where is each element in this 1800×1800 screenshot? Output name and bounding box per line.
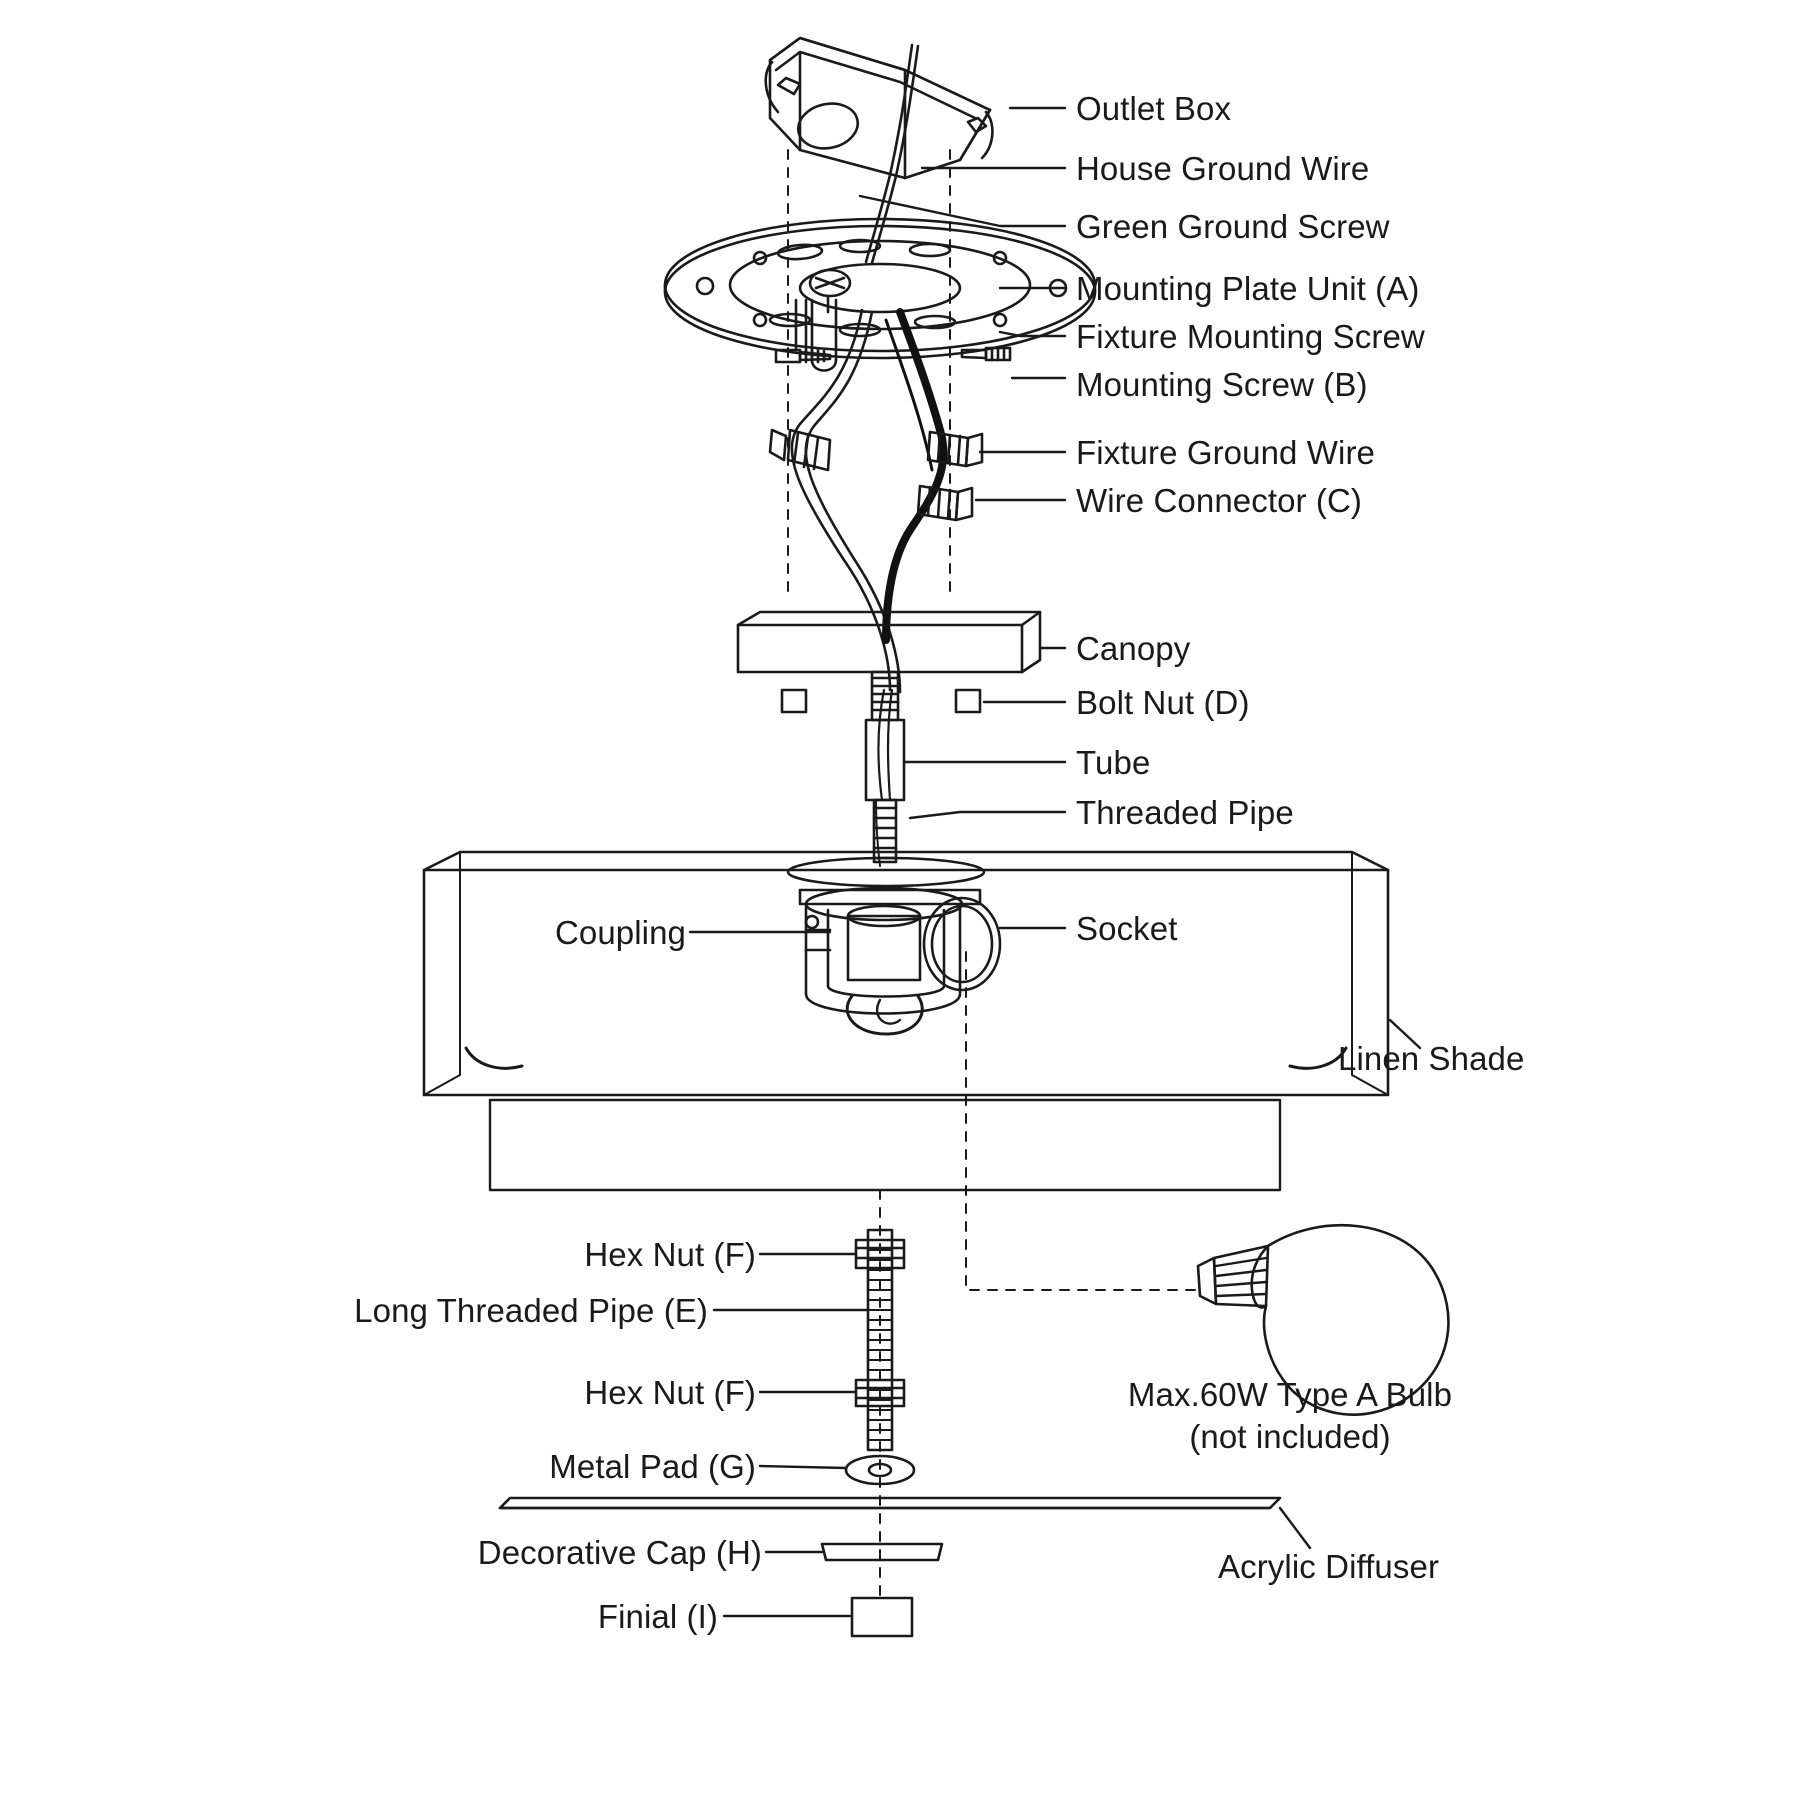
label-bolt-nut-d: Bolt Nut (D) — [1076, 684, 1250, 721]
wire-connector-right-shape — [928, 432, 982, 466]
label-outlet-box: Outlet Box — [1076, 90, 1232, 127]
label-house-ground-wire: House Ground Wire — [1076, 150, 1370, 187]
label-mounting-plate-unit: Mounting Plate Unit (A) — [1076, 270, 1420, 307]
label-bulb-line2: (not included) — [1189, 1418, 1391, 1455]
inner-wires-shape — [879, 690, 893, 800]
wire-connector-left-shape — [770, 430, 830, 470]
label-bulb-line1: Max.60W Type A Bulb — [1127, 1376, 1453, 1413]
tube-shape — [866, 720, 904, 800]
label-wire-connector-c: Wire Connector (C) — [1076, 482, 1363, 519]
label-hex-nut-f-top: Hex Nut (F) — [584, 1236, 756, 1273]
mounting-screw-b-right-shape — [962, 348, 1010, 360]
threaded-pipe-lower-shape — [874, 800, 896, 866]
label-decorative-cap-h: Decorative Cap (H) — [477, 1534, 762, 1571]
label-hex-nut-f-bottom: Hex Nut (F) — [584, 1374, 756, 1411]
label-canopy: Canopy — [1076, 630, 1191, 667]
label-fixture-ground-wire: Fixture Ground Wire — [1076, 434, 1375, 471]
outlet-box-shape — [766, 38, 993, 178]
label-linen-shade: Linen Shade — [1338, 1040, 1525, 1077]
label-coupling: Coupling — [554, 914, 686, 951]
socket-to-bulb-guide — [966, 952, 1200, 1290]
bolt-nut-d-left-shape — [782, 690, 806, 712]
socket-shape — [828, 898, 1000, 997]
label-finial-i: Finial (I) — [597, 1598, 718, 1635]
label-metal-pad-g: Metal Pad (G) — [549, 1448, 756, 1485]
label-green-ground-screw: Green Ground Screw — [1076, 208, 1390, 245]
label-fixture-mounting-screw: Fixture Mounting Screw — [1076, 318, 1425, 355]
coupling-shape — [806, 906, 920, 980]
bolt-nut-d-right-shape — [956, 690, 980, 712]
label-acrylic-diffuser: Acrylic Diffuser — [1218, 1548, 1440, 1585]
decorative-cap-h-shape — [822, 1544, 942, 1560]
label-mounting-screw-b: Mounting Screw (B) — [1076, 366, 1368, 403]
label-socket: Socket — [1076, 910, 1178, 947]
threaded-pipe-shape — [872, 672, 898, 720]
acrylic-diffuser-shape — [500, 1498, 1280, 1508]
finial-i-shape — [852, 1598, 912, 1636]
label-tube: Tube — [1076, 744, 1151, 781]
label-threaded-pipe: Threaded Pipe — [1076, 794, 1294, 831]
label-long-threaded-pipe-e: Long Threaded Pipe (E) — [354, 1292, 708, 1329]
house-ground-wire-shape — [866, 45, 918, 263]
socket-assembly-shape — [788, 858, 1000, 1034]
